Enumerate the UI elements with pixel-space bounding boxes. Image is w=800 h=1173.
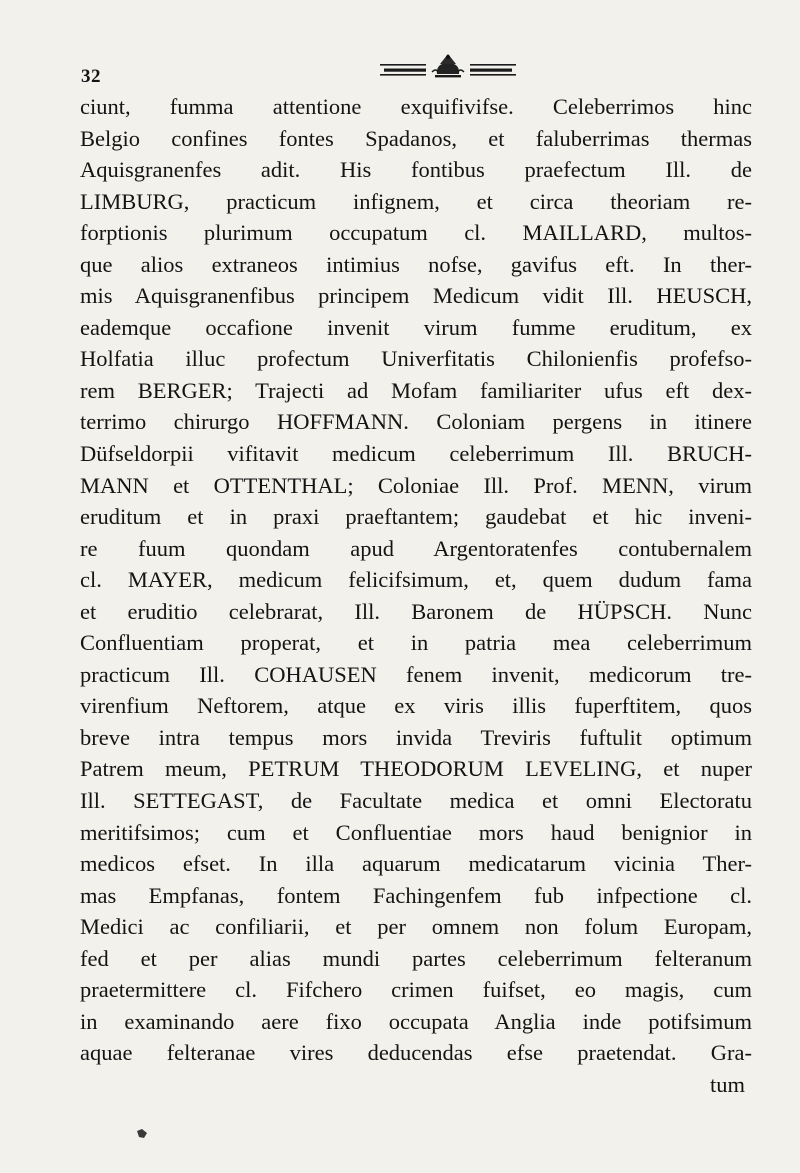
text-line: eruditum et in praxi praeftantem; gaudebat et hic inveni- xyxy=(80,504,752,530)
page-number: 32 xyxy=(81,66,101,87)
text-line: rem BERGER; Trajecti ad Mofam familiariter ufus eft dex- xyxy=(80,377,752,403)
text-line: in examinando aere fixo occupata Anglia inde potifsimum xyxy=(80,1008,752,1034)
text-line: et eruditio celebrarat, Ill. Baronem de HÜPSCH. Nunc xyxy=(80,598,752,624)
header-ornament-icon xyxy=(380,52,516,82)
text-line: re fuum quondam apud Argentoratenfes contubernalem xyxy=(80,535,752,561)
ink-stain-icon xyxy=(136,1129,148,1139)
text-line: praetermittere cl. Fifchero crimen fuifset, eo magis, cum xyxy=(80,977,752,1003)
text-line: cl. MAYER, medicum felicifsimum, et, quem dudum fama xyxy=(80,567,752,593)
text-line: terrimo chirurgo HOFFMANN. Coloniam pergens in itinere xyxy=(80,409,752,435)
text-line: Patrem meum, PETRUM THEODORUM LEVELING, et nuper xyxy=(80,756,752,782)
body-text xyxy=(80,91,752,1101)
catchword: tum xyxy=(709,1071,745,1097)
text-line: LIMBURG, practicum infignem, et circa theoriam re- xyxy=(80,188,752,214)
text-line: virenfium Neftorem, atque ex viris illis fuperftitem, quos xyxy=(80,693,752,719)
text-line: Holfatia illuc profectum Univerfitatis Chilonienfis profefso- xyxy=(80,346,752,372)
text-line: fed et per alias mundi partes celeberrimum felteranum xyxy=(80,945,752,971)
text-line: Aquisgranenfes adit. His fontibus praefectum Ill. de xyxy=(80,157,752,183)
text-line: practicum Ill. COHAUSEN fenem invenit, medicorum tre- xyxy=(80,661,752,687)
text-line: meritifsimos; cum et Confluentiae mors haud benignior in xyxy=(80,819,752,845)
text-line: medicos efset. In illa aquarum medicatarum vicinia Ther- xyxy=(80,851,752,877)
text-line: mas Empfanas, fontem Fachingenfem fub infpectione cl. xyxy=(80,882,752,908)
text-line: mis Aquisgranenfibus principem Medicum vidit Ill. HEUSCH, xyxy=(80,283,752,309)
text-line: Düfseldorpii vifitavit medicum celeberrimum Ill. BRUCH- xyxy=(80,441,752,467)
text-line: breve intra tempus mors invida Treviris fuftulit optimum xyxy=(80,724,752,750)
text-line: Ill. SETTEGAST, de Facultate medica et omni Electoratu xyxy=(80,788,752,814)
text-line: forptionis plurimum occupatum cl. MAILLARD, multos- xyxy=(80,220,752,246)
text-line: eademque occafione invenit virum fumme eruditum, ex xyxy=(80,314,752,340)
text-line: ciunt, fumma attentione exquifivifse. Celeberrimos hinc xyxy=(80,94,752,119)
text-line: Medici ac confiliarii, et per omnem non folum Europam, xyxy=(80,914,752,940)
text-line: MANN et OTTENTHAL; Coloniae Ill. Prof. MENN, virum xyxy=(80,472,752,498)
text-line: que alios extraneos intimius nofse, gavifus eft. In ther- xyxy=(80,251,752,277)
text-line: aquae felteranae vires deducendas efse praetendat. Gra- xyxy=(80,1040,752,1066)
text-line: Confluentiam properat, et in patria mea celeberrimum xyxy=(80,630,752,656)
text-line: Belgio confines fontes Spadanos, et faluberrimas thermas xyxy=(80,125,752,151)
